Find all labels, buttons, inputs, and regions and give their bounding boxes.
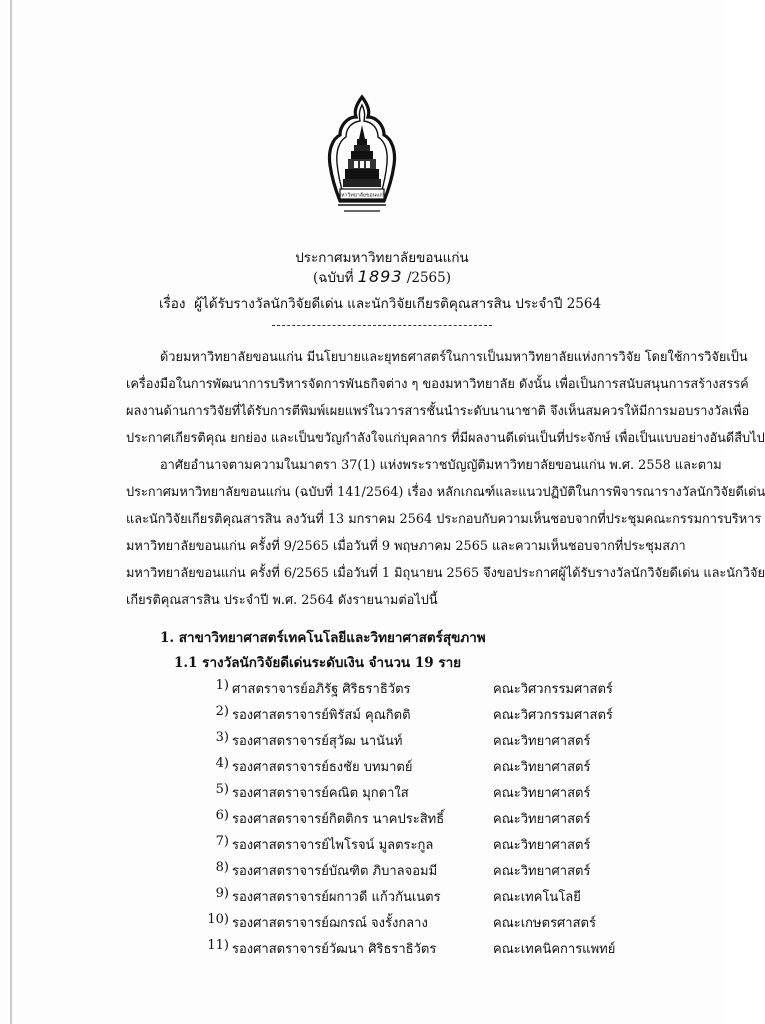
awardee-row [0, 782, 724, 804]
awardee-row [0, 834, 724, 856]
awardee-faculty: คณะวิทยาศาสตร์ [493, 838, 591, 853]
university-emblem-logo [326, 95, 398, 221]
awardee-number: 8) [215, 860, 229, 875]
awardee-faculty: คณะวิศวกรรมศาสตร์ [493, 708, 613, 723]
paragraph-2-line: มหาวิทยาลัยขอนแก่น ครั้งที่ 9/2565 เมื่อวันที่ 9 พฤษภาคม 2565 และความเห็นชอบจากที่ประชุมสภา [126, 539, 686, 554]
awardee-number: 7) [215, 834, 229, 849]
awardee-name: รองศาสตราจารย์สุวัฒ นานันท์ [232, 734, 403, 749]
awardee-number: 10) [207, 912, 229, 927]
header-divider [272, 325, 492, 326]
awardee-faculty: คณะวิทยาศาสตร์ [493, 864, 591, 879]
awardee-number: 2) [215, 704, 229, 719]
awardee-row [0, 938, 724, 960]
awardee-number: 1) [215, 678, 229, 693]
awardee-number: 3) [215, 730, 229, 745]
handwritten-number: 1893 [357, 267, 403, 286]
awardee-number: 9) [215, 886, 229, 901]
awardee-faculty: คณะวิทยาศาสตร์ [493, 786, 591, 801]
announcement-subject [120, 292, 640, 314]
paragraph-1-line: ด้วยมหาวิทยาลัยขอนแก่น มีนโยบายและยุทธศาสตร์ในการเป็นมหาวิทยาลัยแห่งการวิจัย โดยใช้การวิจัยเป็น [160, 350, 748, 365]
awardee-row [0, 912, 724, 934]
awardee-faculty: คณะวิทยาศาสตร์ [493, 734, 591, 749]
awardee-name: รองศาสตราจารย์พิรัสม์ คุณกิตติ [232, 708, 411, 723]
awardee-faculty: คณะวิศวกรรมศาสตร์ [493, 682, 613, 697]
awardee-name: รองศาสตราจารย์กิตติกร นาคประสิทธิ์ [232, 812, 445, 827]
awardee-number: 5) [215, 782, 229, 797]
awardee-faculty: คณะวิทยาศาสตร์ [493, 812, 591, 827]
paragraph-1-line: ผลงานด้านการวิจัยที่ได้รับการตีพิมพ์เผยแพร่ในวารสารชั้นนำระดับนานาชาติ จึงเห็นสมควรให้มีการมอบรางวัลเพื่อ [126, 404, 750, 419]
awardee-row [0, 860, 724, 882]
awardee-name: ศาสตราจารย์อภิรัฐ ศิริธราธิวัตร [232, 682, 411, 697]
announcement-title: ประกาศมหาวิทยาลัยขอนแก่น [295, 250, 469, 266]
paragraph-1-line: เครื่องมือในการพัฒนาการบริหารจัดการพันธกิจต่าง ๆ ของมหาวิทยาลัย ดังนั้น เพื่อเป็นการสนับสนุนการสร้างสรรค์ [126, 377, 749, 392]
awardee-name: รองศาสตราจารย์ผกาวดี แก้วกันเนตร [232, 890, 441, 905]
awardee-row [0, 678, 724, 700]
number-prefix: (ฉบับที่ [313, 270, 354, 286]
awardee-name: รองศาสตราจารย์คณิต มุกดาใส [232, 786, 409, 801]
awardee-faculty: คณะเกษตรศาสตร์ [493, 916, 596, 931]
awardee-faculty: คณะเทคโนโลยี [493, 890, 581, 905]
awardee-row [0, 886, 724, 908]
paragraph-2-line: เกียรติคุณสารสิน ประจำปี พ.ศ. 2564 ดังรายนามต่อไปนี้ [126, 593, 438, 608]
awardee-row [0, 756, 724, 778]
section-heading: 1. สาขาวิทยาศาสตร์เทคโนโลยีและวิทยาศาสตร์สุขภาพ [160, 630, 486, 646]
awardee-name: รองศาสตราจารย์ธงชัย บทมาตย์ [232, 760, 413, 775]
paragraph-2-line: และนักวิจัยเกียรติคุณสารสิน ลงวันที่ 13 มกราคม 2564 ประกอบกับความเห็นชอบจากที่ประชุมคณะกรรมการบริหาร [126, 512, 762, 527]
awardee-row [0, 704, 724, 726]
logo-caption: มหาวิทยาลัยขอนแก่น [337, 192, 387, 199]
awardee-name: รองศาสตราจารย์บัณฑิต ภิบาลจอมมี [232, 864, 438, 879]
paragraph-2-line: อาศัยอำนาจตามความในมาตรา 37(1) แห่งพระราชบัญญัติมหาวิทยาลัยขอนแก่น พ.ศ. 2558 และตาม [160, 458, 722, 473]
awardee-name: รองศาสตราจารย์วัฒนา ศิริธราธิวัตร [232, 942, 437, 957]
paragraph-2-line: มหาวิทยาลัยขอนแก่น ครั้งที่ 6/2565 เมื่อวันที่ 1 มิถุนายน 2565 จึงขอประกาศผู้ได้รับรางวัลนักวิจัยดีเด่น และนักวิจัย [126, 566, 765, 581]
announcement-number [140, 266, 624, 288]
subject-text: ผู้ได้รับรางวัลนักวิจัยดีเด่น และนักวิจัยเกียรติคุณสารสิน ประจำปี 2564 [194, 296, 602, 312]
paragraph-2-line: ประกาศมหาวิทยาลัยขอนแก่น (ฉบับที่ 141/2564) เรื่อง หลักเกณฑ์และแนวปฏิบัติในการพิจารณารางวัลนักวิจัยดีเด่น [126, 485, 765, 500]
awardee-number: 11) [207, 938, 229, 953]
awardee-name: รองศาสตราจารย์ฌกรณ์ จงรั้งกลาง [232, 916, 428, 931]
awardee-row [0, 808, 724, 830]
awardee-faculty: คณะเทคนิคการแพทย์ [493, 942, 616, 957]
subject-label: เรื่อง [158, 296, 186, 312]
awardee-name: รองศาสตราจารย์ไพโรจน์ มูลตระกูล [232, 838, 434, 853]
subsection-heading: 1.1 รางวัลนักวิจัยดีเด่นระดับเงิน จำนวน 19 ราย [174, 655, 462, 671]
awardee-faculty: คณะวิทยาศาสตร์ [493, 760, 591, 775]
awardee-number: 4) [215, 756, 229, 771]
number-suffix: /2565) [406, 270, 451, 286]
awardee-number: 6) [215, 808, 229, 823]
awardee-row [0, 730, 724, 752]
paragraph-1-line: ประกาศเกียรติคุณ ยกย่อง และเป็นขวัญกำลังใจแก่บุคลากร ที่มีผลงานดีเด่นเป็นที่ประจักษ์ เพื่อเป็นแบบอย่างอันดีสืบไป [126, 431, 765, 446]
